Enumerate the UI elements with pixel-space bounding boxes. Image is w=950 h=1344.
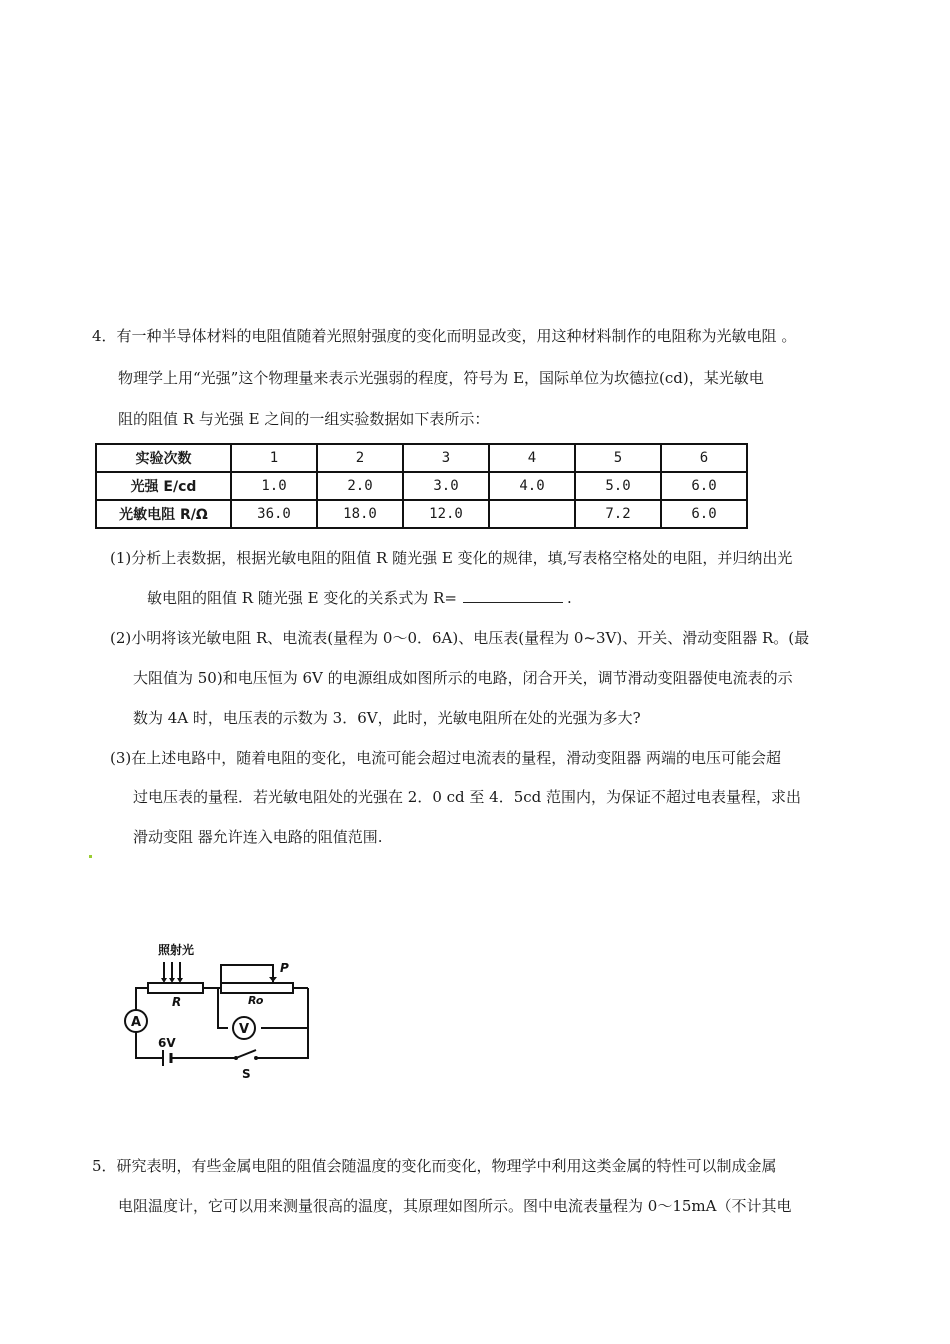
q4-sub2-line-3: 数为 4A 时，电压表的示数为 3．6V，此时，光敏电阻所在处的光强为多大? [133,709,641,727]
q4-sub3-line-2: 过电压表的量程．若光敏电阻处的光强在 2．0 cd 至 4．5cd 范围内，为保证不超过电表量程，求出 [133,788,802,806]
q4-sub1-line-2 [147,588,572,608]
light-label: 照射光 [158,943,195,957]
table-cell: 4 [489,444,575,472]
row-head-intensity: 光强 E/cd [96,472,231,500]
table-cell-blank [489,500,575,528]
table-cell: 3 [403,444,489,472]
voltmeter-label: V [239,1022,250,1037]
switch-label: S [242,1067,251,1080]
table-cell: 6.0 [661,500,747,528]
table-row [96,444,747,472]
q4-text-line-2: 物理学上用“光强”这个物理量来表示光强弱的程度，符号为 E，国际单位为坎德拉(cd)，某光敏电 [118,369,764,387]
r-label: R [172,995,182,1009]
q4-sub2-line-2: 大阻值为 50)和电压恒为 6V 的电源组成如图所示的电路，闭合开关，调节滑动变阻器使电流表的示 [133,669,793,687]
q4-text-line-3: 阻的阻值 R 与光强 E 之间的一组实验数据如下表所示： [118,410,490,428]
table-cell: 2.0 [317,472,403,500]
table-cell: 5.0 [575,472,661,500]
table-cell: 3.0 [403,472,489,500]
battery-label: 6V [158,1036,176,1050]
q4-text-line-1: 4．有一种半导体材料的电阻值随着光照射强度的变化而明显改变，用这种材料制作的电阻称为光敏电阻 。 [92,327,797,345]
table-row [96,472,747,500]
table-cell: 6.0 [661,472,747,500]
q4-sub2-line-1: (2)小明将该光敏电阻 R、电流表(量程为 0～0．6A)、电压表(量程为 0~3V)、开关、滑动变阻器 R。(最 [110,629,810,647]
rheostat [221,983,293,993]
table-cell: 2 [317,444,403,472]
table-cell: 12.0 [403,500,489,528]
answer-blank [463,588,563,603]
table-cell: 5 [575,444,661,472]
q4-sub1-formula-prefix: 敏电阻的阻值 R 随光强 E 变化的关系式为 R= [147,589,457,607]
row-head-trial: 实验次数 [96,444,231,472]
table-cell: 4.0 [489,472,575,500]
table-row [96,500,747,528]
q5-text-line-1: 5．研究表明，有些金属电阻的阻值会随温度的变化而变化，物理学中利用这类金属的特性可以制成金属 [92,1157,777,1175]
table-cell: 18.0 [317,500,403,528]
photoresistor [148,983,203,993]
data-table [95,443,748,529]
stray-mark [89,855,92,858]
row-head-resistance: 光敏电阻 R/Ω [96,500,231,528]
ammeter-label: A [131,1015,142,1030]
table-cell: 7.2 [575,500,661,528]
q4-sub1-formula-suffix: . [566,589,572,607]
table-cell: 1.0 [231,472,317,500]
table-cell: 6 [661,444,747,472]
circuit-diagram [118,940,318,1080]
q4-sub3-line-1: (3)在上述电路中，随着电阻的变化，电流可能会超过电流表的量程，滑动变阻器 两端的电压可能会超 [110,749,782,767]
q4-sub3-line-3: 滑动变阻 器允许连入电路的阻值范围. [133,828,383,846]
ro-label: Ro [248,994,264,1007]
q4-sub1-line-1: (1)分析上表数据，根据光敏电阻的阻值 R 随光强 E 变化的规律，填,写表格空格处的电阻，并归纳出光 [110,549,793,567]
table-cell: 36.0 [231,500,317,528]
q5-text-line-2: 电阻温度计，它可以用来测量很高的温度，其原理如图所示。图中电流表量程为 0～15mA（不计其电 [118,1197,792,1215]
p-label: P [280,961,289,975]
table-cell: 1 [231,444,317,472]
